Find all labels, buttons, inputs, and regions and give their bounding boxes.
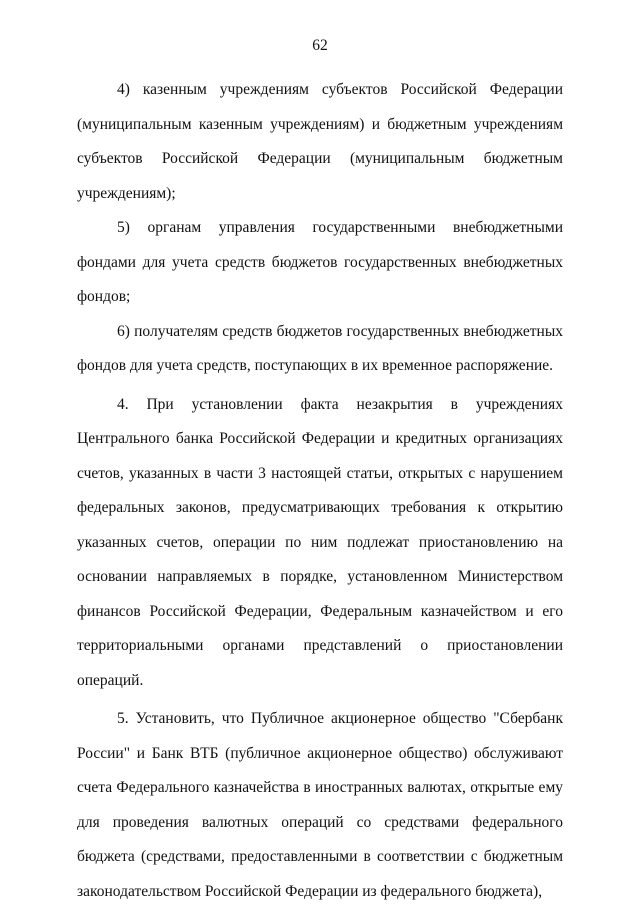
paragraph-part-5: 5. Установить, что Публичное акционерное общество "Сбербанк России" и Банк ВТБ (публичное акционерное общество) обслуживают счета Федерального казначейства в иностранных валютах, открытые ему для проведения валютных операций со средствами федерального бюджета (средствами, предоставленными в соответствии с бюджетным законодательством Российской Федерации из федерального бюджета), xyxy=(77,710,563,900)
paragraph-item-5: 5) органам управления государственными внебюджетными фондами для учета средств бюджетов государственных внебюджетных фондов; xyxy=(77,219,563,305)
document-body xyxy=(77,73,563,909)
paragraph-item-6: 6) получателям средств бюджетов государственных внебюджетных фондов для учета средств, поступающих в их временное распоряжение. xyxy=(77,322,563,374)
paragraph-item-4: 4) казенным учреждениям субъектов Российской Федерации (муниципальным казенным учреждениям) и бюджетным учреждениям субъектов Российской Федерации (муниципальным бюджетным учреждениям); xyxy=(77,81,563,202)
page-number: 62 xyxy=(312,37,328,54)
paragraph-part-4: 4. При установлении факта незакрытия в учреждениях Центрального банка Российской Федерации и кредитных организациях счетов, указанных в части 3 настоящей статьи, открытых с нарушением федеральных законов, предусматривающих требования к открытию указанных счетов, операции по ним подлежат приостановлению на основании направляемых в порядке, установленном Министерством финансов Российской Федерации, Федеральным казначейством и его территориальными органами представлений о приостановлении операций. xyxy=(77,395,563,689)
